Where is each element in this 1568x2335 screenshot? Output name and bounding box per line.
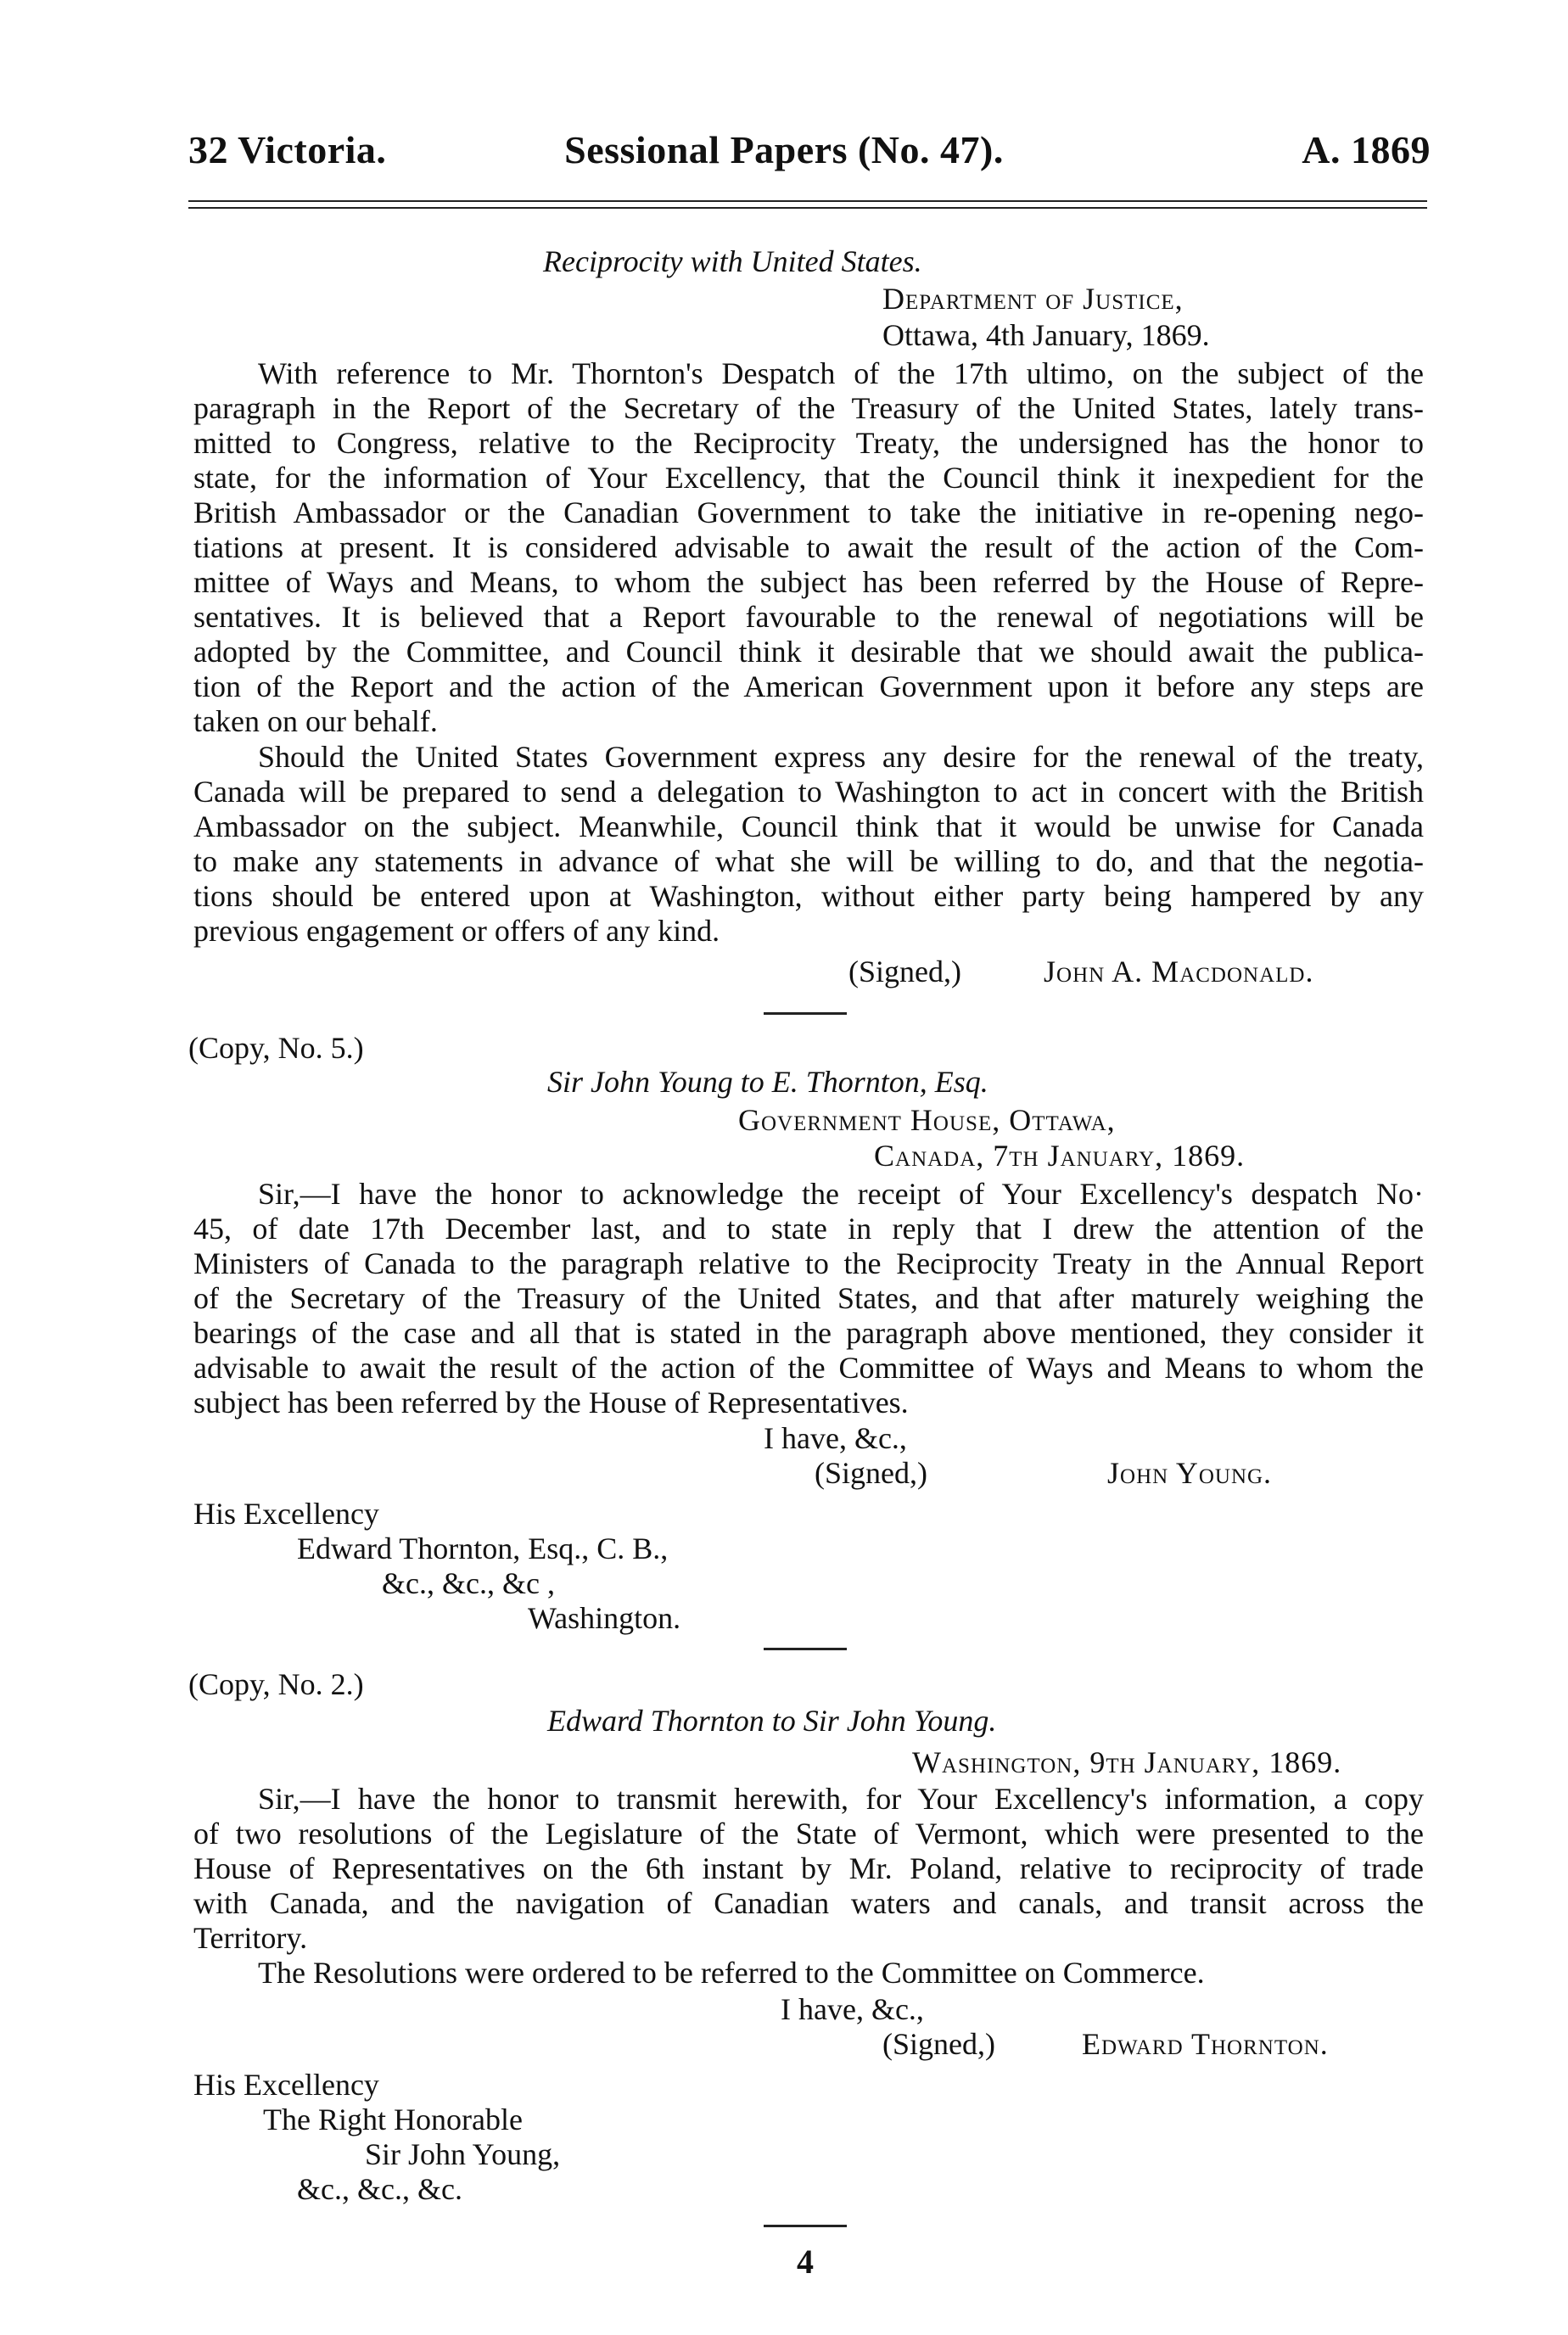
memo-title: Reciprocity with United States. xyxy=(543,244,922,278)
text-line: paragraph in the Report of the Secretary of the Treasury of the United States, lately trans- xyxy=(193,391,1424,425)
signed: (Signed,) xyxy=(815,1456,927,1490)
signer: Edward Thornton. xyxy=(1082,2027,1329,2061)
text-line: Should the United States Government express any desire for the renewal of the treaty, xyxy=(258,740,1424,774)
letter-title: Sir John Young to E. Thornton, Esq. xyxy=(547,1065,988,1099)
section-separator xyxy=(764,1012,847,1015)
text-line: of the Secretary of the Treasury of the United States, and that after maturely weighing the xyxy=(193,1281,1424,1315)
text-line: of two resolutions of the Legislature of the State of Vermont, which were presented to the xyxy=(193,1817,1424,1851)
text-line: bearings of the case and all that is stated in the paragraph above mentioned, they consider it xyxy=(193,1316,1424,1350)
memo-place-date: Ottawa, 4th January, 1869. xyxy=(882,318,1210,352)
text-line: The Resolutions were ordered to be referred to the Committee on Commerce. xyxy=(258,1956,1205,1990)
letter-address-1: Government House, Ottawa, xyxy=(738,1103,1116,1137)
addressee-line: Washington. xyxy=(528,1601,681,1635)
header-rule xyxy=(188,200,1427,209)
letter-place-date: Washington, 9th January, 1869. xyxy=(912,1745,1342,1779)
text-line: previous engagement or offers of any kind. xyxy=(193,914,720,948)
text-line: sentatives. It is believed that a Report favourable to the renewal of negotiations will be xyxy=(193,600,1424,634)
addressee-line: Sir John Young, xyxy=(365,2137,561,2171)
memo-paragraph-1 xyxy=(193,356,1424,739)
memo-signer: John A. Macdonald. xyxy=(1044,955,1314,988)
letter-body xyxy=(193,1177,1424,1420)
addressee-line: His Excellency xyxy=(193,1497,379,1531)
copy-number: (Copy, No. 5.) xyxy=(188,1031,364,1065)
section-separator xyxy=(764,2225,847,2227)
copy-number: (Copy, No. 2.) xyxy=(188,1667,364,1701)
text-line: subject has been referred by the House of Representatives. xyxy=(193,1386,909,1419)
text-line: Ambassador on the subject. Meanwhile, Council think that it would be unwise for Canada xyxy=(193,809,1424,843)
addressee-line: &c., &c., &c. xyxy=(297,2172,462,2206)
memo-signed: (Signed,) xyxy=(848,955,961,988)
text-line: advisable to await the result of the action of the Committee of Ways and Means to whom the xyxy=(193,1351,1424,1385)
text-line: tions should be entered upon at Washington, without either party being hampered by any xyxy=(193,879,1424,913)
text-line: Sir,—I have the honor to acknowledge the receipt of Your Excellency's despatch No· xyxy=(258,1177,1424,1211)
text-line: Ministers of Canada to the paragraph relative to the Reciprocity Treaty in the Annual Report xyxy=(193,1246,1424,1280)
signer: John Young. xyxy=(1107,1456,1273,1490)
text-line: British Ambassador or the Canadian Government to take the initiative in re-opening nego- xyxy=(193,496,1424,529)
memo-paragraph-2 xyxy=(193,740,1424,949)
page-number: 4 xyxy=(797,2243,814,2281)
header-session: 32 Victoria. xyxy=(188,128,387,171)
addressee-line: The Right Honorable xyxy=(263,2103,523,2136)
text-line: Territory. xyxy=(193,1921,308,1955)
text-line: Canada will be prepared to send a delegation to Washington to act in concert with the British xyxy=(193,775,1424,809)
section-separator xyxy=(764,1648,847,1650)
addressee-line: His Excellency xyxy=(193,2068,379,2102)
text-line: tiations at present. It is considered advisable to await the result of the action of the Com- xyxy=(193,530,1424,564)
closing: I have, &c., xyxy=(764,1421,907,1455)
text-line: adopted by the Committee, and Council think it desirable that we should await the publica- xyxy=(193,635,1424,669)
text-line: House of Representatives on the 6th instant by Mr. Poland, relative to reciprocity of trade xyxy=(193,1851,1424,1885)
text-line: to make any statements in advance of what she will be willing to do, and that the negotia- xyxy=(193,844,1424,878)
signed: (Signed,) xyxy=(882,2027,995,2061)
text-line: tion of the Report and the action of the American Government upon it before any steps are xyxy=(193,669,1424,703)
text-line: mitted to Congress, relative to the Reciprocity Treaty, the undersigned has the honor to xyxy=(193,426,1424,460)
header-year: A. 1869 xyxy=(1302,128,1431,171)
letter-title: Edward Thornton to Sir John Young. xyxy=(547,1704,997,1738)
text-line: with Canada, and the navigation of Canadian waters and canals, and transit across the xyxy=(193,1886,1424,1920)
text-line: 45, of date 17th December last, and to state in reply that I drew the attention of the xyxy=(193,1212,1424,1246)
text-line: Sir,—I have the honor to transmit herewith, for Your Excellency's information, a copy xyxy=(258,1782,1424,1816)
addressee-line: Edward Thornton, Esq., C. B., xyxy=(297,1531,669,1565)
memo-department: Department of Justice, xyxy=(882,282,1184,316)
closing: I have, &c., xyxy=(781,1992,924,2026)
letter-body xyxy=(193,1782,1424,1991)
text-line: state, for the information of Your Excellency, that the Council think it inexpedient for the xyxy=(193,461,1424,495)
addressee-line: &c., &c., &c , xyxy=(382,1566,555,1600)
letter-address-2: Canada, 7th January, 1869. xyxy=(874,1139,1246,1173)
text-line: With reference to Mr. Thornton's Despatch of the 17th ultimo, on the subject of the xyxy=(258,356,1424,390)
text-line: taken on our behalf. xyxy=(193,704,438,738)
text-line: mittee of Ways and Means, to whom the subject has been referred by the House of Repre- xyxy=(193,565,1424,599)
header-sessional-papers: Sessional Papers (No. 47). xyxy=(564,128,1004,171)
